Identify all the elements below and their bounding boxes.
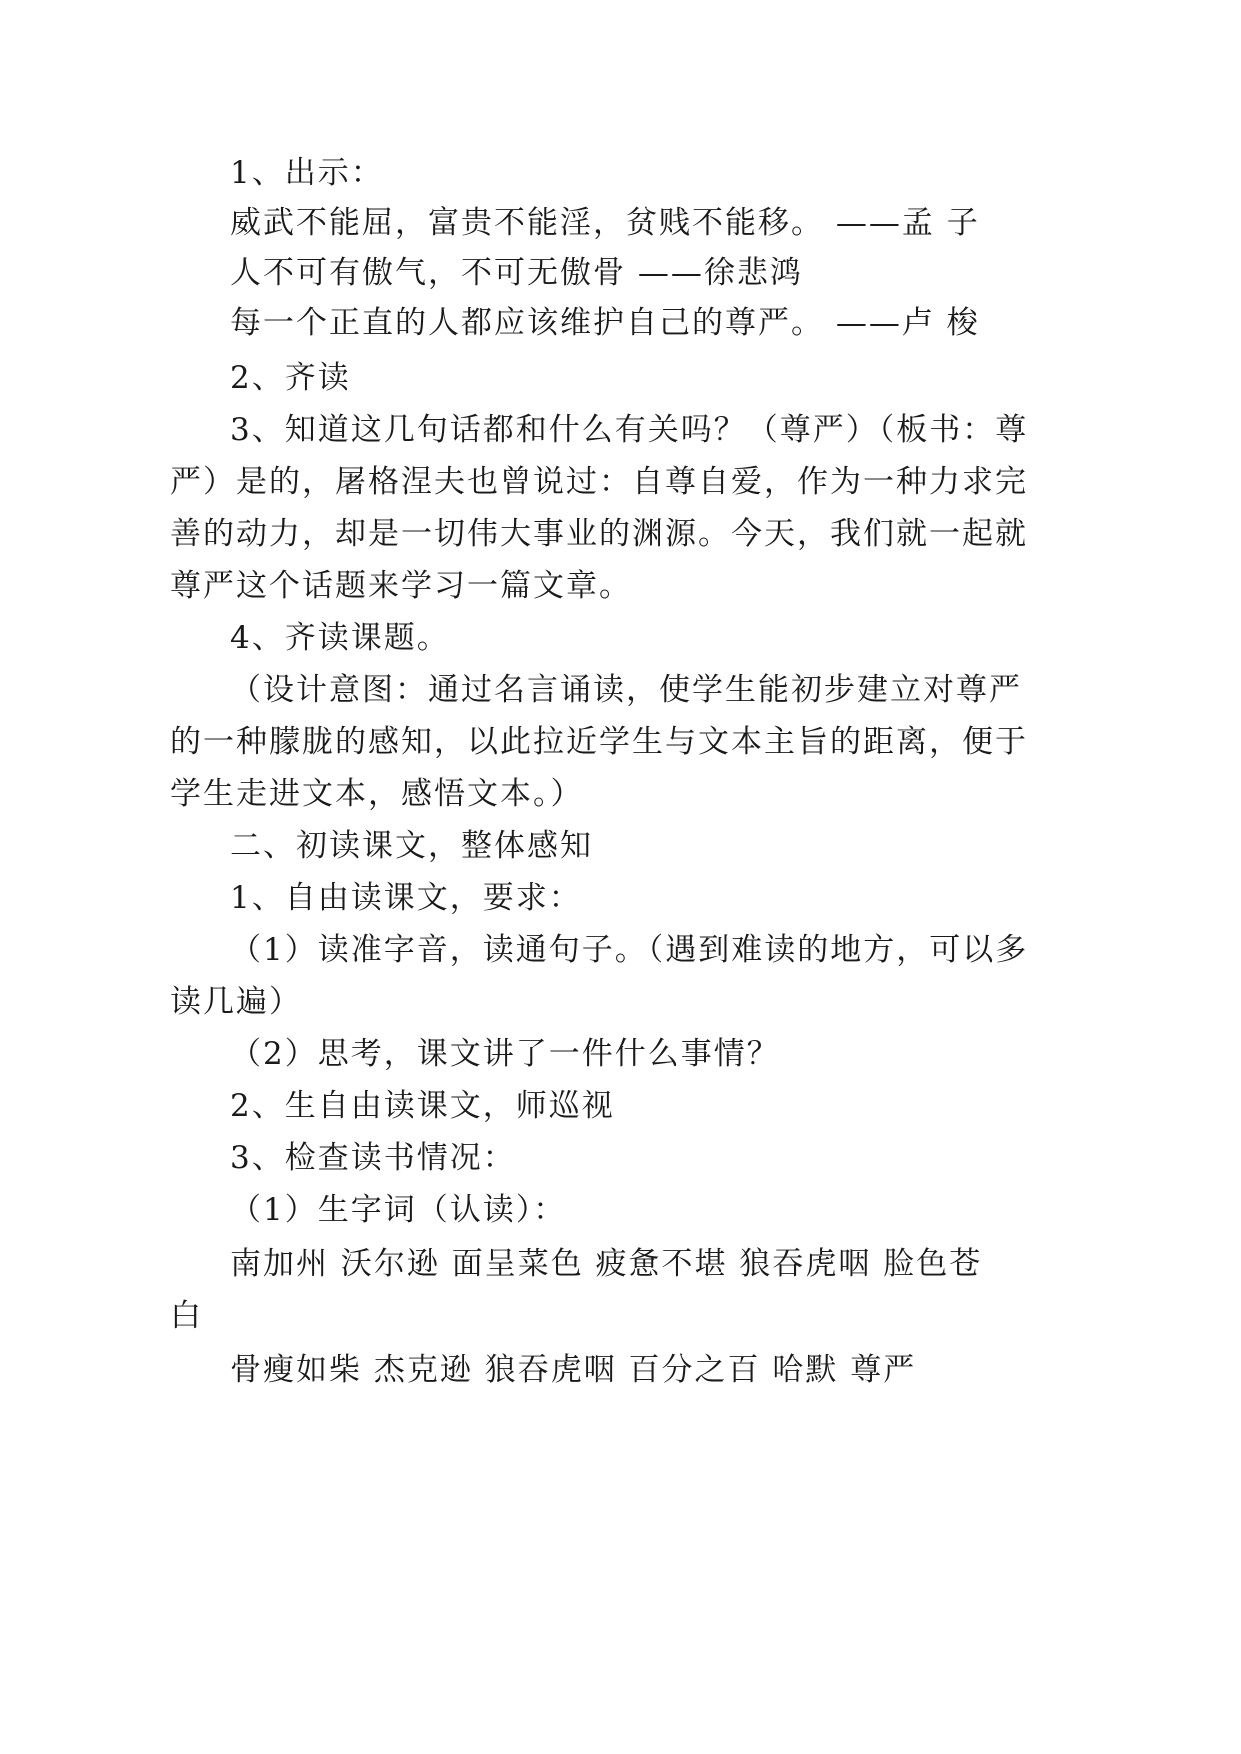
text-line: 2、齐读 — [230, 360, 351, 396]
text-line: （1）生字词（认读）： — [230, 1192, 567, 1228]
text-line: （2）思考，课文讲了一件什么事情？ — [230, 1036, 780, 1072]
quote-line: 每一个正直的人都应该维护自己的尊严。 ——卢 梭 — [230, 305, 980, 341]
quote-line: 人不可有傲气，不可无傲骨 ——徐悲鸿 — [230, 255, 803, 291]
vocab-line: 骨瘦如柴 杰克逊 狼吞虎咽 百分之百 哈默 尊严 — [230, 1352, 917, 1388]
paragraph-line: （1）读准字音，读通句子。（遇到难读的地方，可以多 — [230, 932, 1029, 968]
paragraph-line: 严）是的，屠格涅夫也曾说过：自尊自爱，作为一种力求完 — [170, 464, 1028, 500]
text-line: 3、检查读书情况： — [230, 1140, 516, 1176]
paragraph-line: 尊严这个话题来学习一篇文章。 — [170, 568, 632, 604]
vocab-line: 白 — [170, 1298, 203, 1334]
paragraph-line: 读几遍） — [170, 984, 302, 1020]
text-line: 2、生自由读课文，师巡视 — [230, 1088, 615, 1124]
paragraph-line: 的一种朦胧的感知，以此拉近学生与文本主旨的距离，便于 — [170, 724, 1028, 760]
paragraph-line: （设计意图：通过名言诵读，使学生能初步建立对尊严 — [230, 672, 1022, 708]
paragraph-line: 学生走进文本，感悟文本。） — [170, 776, 584, 812]
paragraph-line: 3、知道这几句话都和什么有关吗？（尊严）（板书：尊 — [230, 412, 1029, 448]
section-heading: 二、初读课文，整体感知 — [230, 828, 593, 864]
vocab-line: 南加州 沃尔逊 面呈菜色 疲惫不堪 狼吞虎咽 脸色苍 — [230, 1246, 983, 1282]
text-line: 4、齐读课题。 — [230, 620, 450, 656]
text-line: 1、自由读课文，要求： — [230, 880, 582, 916]
quote-line: 威武不能屈，富贵不能淫，贫贱不能移。 ——孟 子 — [230, 205, 980, 241]
paragraph-line: 善的动力，却是一切伟大事业的渊源。今天，我们就一起就 — [170, 516, 1028, 552]
text-line: 1、出示： — [230, 155, 384, 191]
